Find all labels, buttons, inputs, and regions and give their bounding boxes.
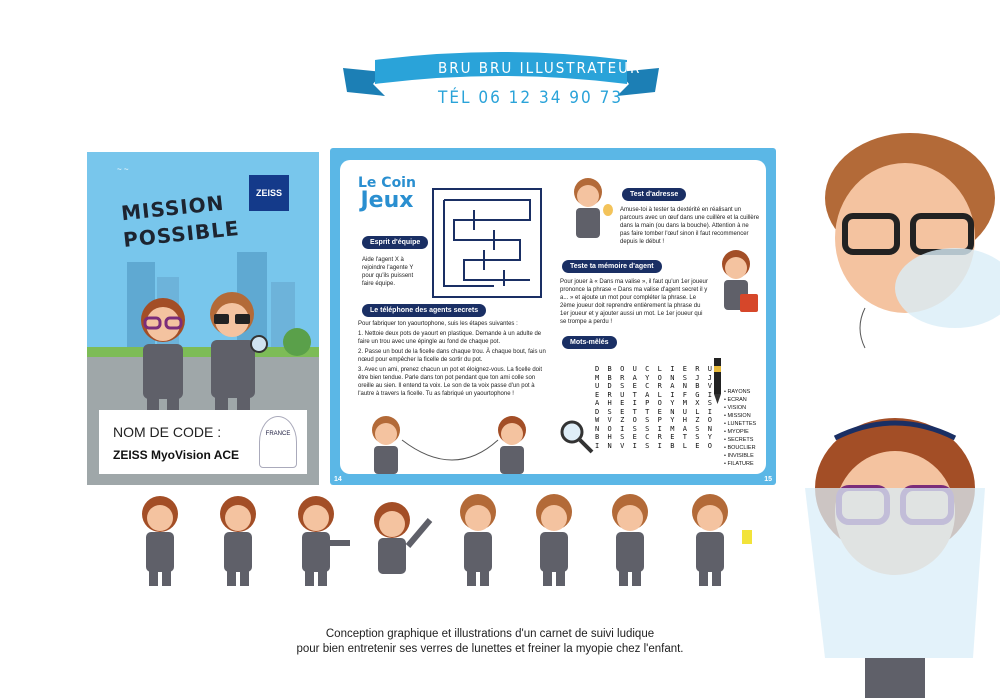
telephone-step-2: 2. Passe un bout de la ficelle dans chaque trou. À chaque bout, fais un nœud pour empêcher la ficelle de sortir du pot. [358, 349, 546, 363]
zeiss-logo: ZEISS [249, 175, 289, 211]
word-search-word: • MISSION [724, 413, 751, 419]
word-search-row: W V Z O S P Y H Z O [595, 416, 712, 424]
yogurt-phone-illustration [364, 410, 544, 474]
word-search-row: M B R A Y O N S J J [595, 373, 712, 382]
word-search-list [724, 388, 756, 468]
boy-agent-egg-illustration [566, 174, 616, 244]
pose-boy-2 [536, 494, 572, 586]
word-search-row: D S E T T E N U L I [595, 407, 712, 416]
word-search-word: • MYOPIE [724, 429, 749, 435]
word-search-row: I N V I S I B L E O [595, 441, 712, 450]
word-search-word: • VISION [724, 405, 747, 411]
origine-france-badge: FRANCE [259, 416, 297, 468]
word-search-row: B H S E C R E T S Y [595, 433, 712, 441]
memoire-text: Pour jouer à « Dans ma valise », il faut qu'un 1er joueur prononce la phrase « Dans ma valise d'agent secret il y a... » et ajoute un mot pour compléter la phrase. Le 2ème joueur doit reprendre entièrement la phrase du 1er joueur et y ajouter aussi un mot. Le 1er joueur qui se trompe a perdu ! [560, 279, 708, 325]
maze-walls [434, 190, 540, 296]
word-search-row: A H E I P O Y M X S [595, 399, 712, 407]
girl-holding-lens-illustration [795, 408, 1000, 700]
page-number-left: 14 [334, 476, 342, 483]
booklet-cover [87, 152, 319, 485]
word-search-row: U D S E C R A N B V [595, 382, 712, 390]
pose-boy-1 [460, 494, 496, 586]
illustrator-banner [343, 48, 659, 118]
title-line-1: Le Coin [358, 175, 416, 191]
word-search-row: E R U T A L I F G I [595, 390, 712, 399]
word-search-grid [595, 365, 712, 450]
word-search-word: • LUNETTES [724, 421, 757, 427]
maze-puzzle [432, 188, 542, 298]
banner-title: BRU BRU ILLUSTRATEUR [438, 59, 642, 77]
pose-boy-4 [692, 494, 752, 586]
caption-line-1: Conception graphique et illustrations d'un carnet de suivi ludique [325, 628, 655, 640]
title-line-2: Jeux [360, 188, 414, 213]
word-search-word: • BOUCLIER [724, 445, 756, 451]
word-search-row: N O I S S I M A S N [595, 424, 712, 433]
esprit-text: Aide l'agent X à rejoindre l'agente Y pour qu'ils puissent faire équipe. [362, 257, 414, 287]
pen-icon [708, 356, 726, 406]
pose-girl-2 [220, 496, 256, 586]
girl-agent-suitcase-illustration [716, 246, 762, 326]
banner-phone: TÉL 06 12 34 90 73 [438, 88, 624, 108]
esprit-heading: Esprit d'équipe [362, 236, 428, 249]
memoire-heading: Teste ta mémoire d'agent [562, 260, 662, 273]
word-search-word: • RAYONS [724, 389, 751, 395]
codename-value: ZEISS MyoVision ACE [113, 448, 240, 462]
svg-text:~ ~: ~ ~ [117, 165, 129, 174]
word-search-word: • FILATURE [724, 461, 754, 467]
portfolio-caption [210, 627, 770, 657]
codename-card [99, 410, 307, 474]
adresse-text: Amuse-toi à tester ta dextérité en réalisant un parcours avec un œuf dans une cuillère et la cuillère dans la main (ou dans la bouche). Attention à ne pas faire tomber l'œuf sinon il faut recommencer depuis le début ! [620, 207, 760, 245]
telephone-heading: Le téléphone des agents secrets [362, 304, 486, 317]
pose-girl-1 [142, 496, 178, 586]
games-pages [340, 160, 766, 474]
pose-boy-3 [612, 494, 648, 586]
magnifier-icon [556, 416, 596, 456]
telephone-intro: Pour fabriquer ton yaourtophone, suis les étapes suivantes : [358, 321, 518, 327]
character-poses-row [130, 490, 770, 590]
caption-line-2: pour bien entretenir ses verres de lunettes et freiner la myopie chez l'enfant. [296, 643, 684, 655]
pose-girl-4 [374, 502, 430, 574]
boy-cleaning-lens-illustration [805, 128, 1000, 378]
page-number-right: 15 [764, 476, 772, 483]
word-search-word: • ECRAN [724, 397, 747, 403]
mission-possible-logo [109, 176, 241, 258]
word-search-word: • SECRETS [724, 437, 754, 443]
mission-word-1: MISSION [120, 190, 226, 226]
word-search-word: • INVISIBLE [724, 453, 754, 459]
telephone-step-3: 3. Avec un ami, prenez chacun un pot et éloignez-vous. La ficelle doit être bien tendue. Parle dans ton pot pendant que ton ami colle son oreille au sien. Il entend ta voix. Le son de ta voix passe d'un pot à l'autre à travers la ficelle. Tu as fabriqué un yaourtophone ! [358, 367, 543, 397]
mission-word-2: POSSIBLE [122, 215, 241, 253]
codename-label: NOM DE CODE : [113, 424, 222, 440]
motsmeles-heading: Mots-mêlés [562, 336, 617, 349]
pose-girl-3 [298, 496, 350, 586]
telephone-step-1: 1. Nettoie deux pots de yaourt en plastique. Demande à un adulte de faire un trou avec une épingle au fond de chaque pot. [358, 331, 542, 345]
adresse-heading: Test d'adresse [622, 188, 686, 201]
word-search-row: D B O U C L I E R U [595, 365, 712, 373]
coin-jeux-title [358, 176, 416, 212]
booklet-spread [330, 148, 776, 485]
